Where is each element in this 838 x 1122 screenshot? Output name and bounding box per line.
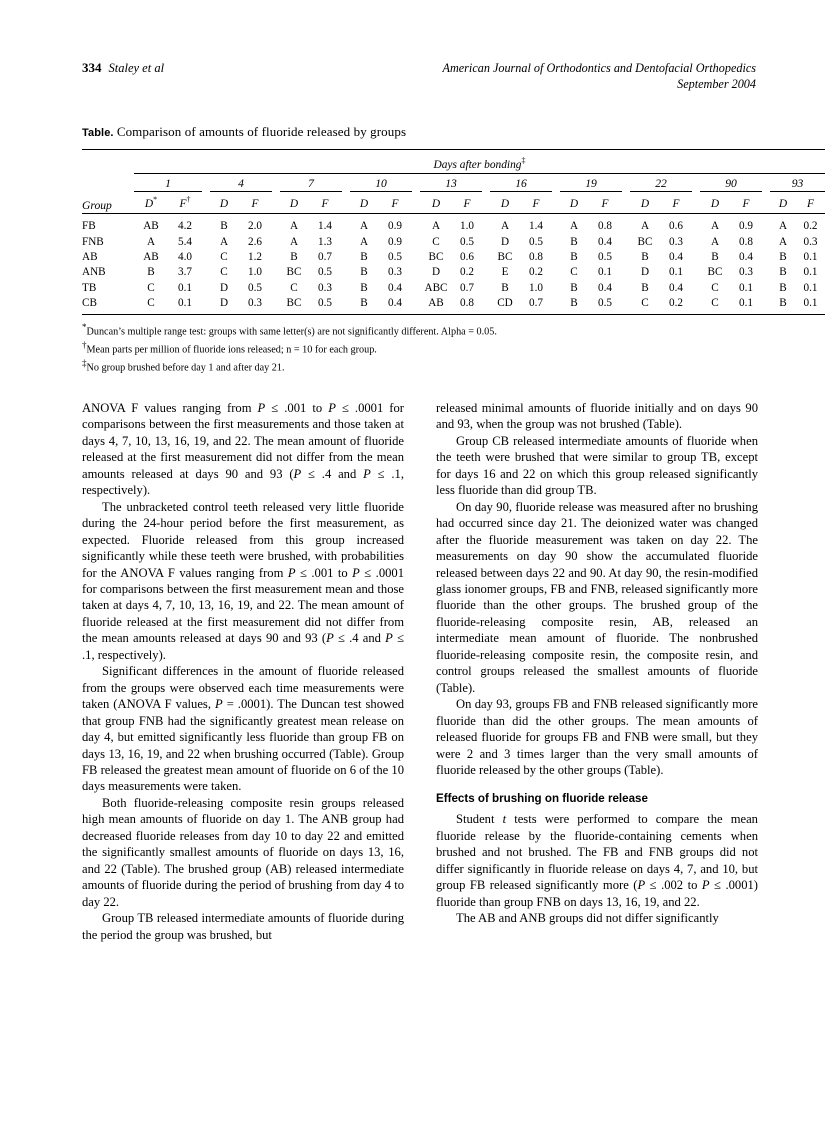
subheader-f-7: F <box>321 197 329 210</box>
cell-fluoride-day-1: 3.7 <box>178 266 192 279</box>
cell-duncan-day-13: C <box>432 235 440 248</box>
subheader-f-19: F <box>601 197 609 210</box>
column-gap <box>272 296 280 315</box>
column-gap <box>762 280 770 295</box>
cell-duncan-day-10: B <box>360 297 368 310</box>
journal-title: American Journal of Orthodontics and Dentofacial Orthopedics <box>442 61 756 75</box>
column-gap <box>202 296 210 315</box>
cell-duncan-day-16: BC <box>497 250 513 263</box>
issue-date: September 2004 <box>677 77 756 91</box>
cell-fluoride-day-16: 0.7 <box>529 297 543 310</box>
day-header-93: 93 <box>770 173 825 191</box>
cell-fluoride-day-16: 0.2 <box>529 266 543 279</box>
cell-fluoride-day-1: 4.0 <box>178 250 192 263</box>
day-header-16: 16 <box>490 173 552 191</box>
cell-fluoride-day-7: 1.3 <box>318 235 332 248</box>
body-paragraph: The AB and ANB groups did not differ significantly <box>456 911 719 926</box>
cell-fluoride-day-7: 0.5 <box>318 297 332 310</box>
cell-fluoride-day-93: 0.1 <box>803 250 818 263</box>
column-gap <box>552 249 560 264</box>
column-gap <box>762 265 770 280</box>
table-day-header-row <box>82 173 825 191</box>
cell-fluoride-day-7: 0.5 <box>318 266 332 279</box>
table-row <box>82 265 825 280</box>
cell-duncan-day-10: A <box>359 235 369 248</box>
table-footnote <box>82 357 758 375</box>
column-gap <box>622 296 630 315</box>
left-column <box>82 400 404 943</box>
cell-duncan-day-93: B <box>779 281 787 294</box>
subheader-f-93: F <box>807 197 814 210</box>
cell-duncan-day-7: A <box>289 220 299 233</box>
body-paragraph: On day 93, groups FB and FNB released significantly more fluoride than did the other groups. The mean amounts of released fluoride for groups FB and FNB were small, but they were 2 and 3 times larger than the very small amounts of fluoride released by the other groups (Table). <box>436 697 758 777</box>
table-footnote <box>82 339 758 357</box>
table-span-header-row <box>82 152 825 173</box>
cell-duncan-day-4: A <box>219 235 229 248</box>
body-paragraph: Group TB released intermediate amounts of fluoride during the period the group was brushed, but <box>82 911 404 942</box>
cell-fluoride-day-4: 2.6 <box>248 235 262 248</box>
column-gap <box>482 280 490 295</box>
column-gap <box>272 216 280 234</box>
subheader-d-19: D <box>569 197 579 210</box>
column-gap <box>202 265 210 280</box>
cell-duncan-day-13: D <box>431 266 441 279</box>
cell-duncan-day-90: C <box>711 297 719 310</box>
column-gap <box>202 234 210 249</box>
column-gap <box>622 280 630 295</box>
column-gap <box>692 216 700 234</box>
column-gap <box>692 249 700 264</box>
cell-fluoride-day-93: 0.2 <box>803 220 818 233</box>
table-row <box>82 296 825 315</box>
column-gap <box>412 234 420 249</box>
table-label: Table. <box>82 127 114 139</box>
column-gap <box>342 249 350 264</box>
subheader-d-90: D <box>710 197 720 210</box>
subheader-f-1: F† <box>179 194 191 210</box>
subheader-f-22: F <box>672 197 680 210</box>
cell-duncan-day-19: B <box>570 297 578 310</box>
cell-fluoride-day-1: 0.1 <box>178 297 192 310</box>
day-header-13: 13 <box>420 173 482 191</box>
cell-fluoride-day-22: 0.6 <box>669 220 683 233</box>
column-gap <box>622 249 630 264</box>
column-gap <box>272 265 280 280</box>
column-gap <box>412 280 420 295</box>
cell-duncan-day-22: A <box>640 220 650 233</box>
column-gap <box>622 234 630 249</box>
footnote-marker: † <box>82 340 87 351</box>
cell-fluoride-day-19: 0.1 <box>598 266 612 279</box>
cell-duncan-day-93: A <box>778 235 788 248</box>
cell-fluoride-day-93: 0.1 <box>803 266 818 279</box>
cell-fluoride-day-90: 0.4 <box>739 250 753 263</box>
cell-duncan-day-90: A <box>710 235 720 248</box>
column-gap <box>412 296 420 315</box>
day-header-19: 19 <box>560 173 622 191</box>
subheader-d-10: D <box>359 197 369 210</box>
cell-fluoride-day-13: 0.5 <box>460 235 474 248</box>
column-gap <box>552 265 560 280</box>
dagger-marker: † <box>186 194 191 204</box>
column-gap <box>552 280 560 295</box>
cell-duncan-day-90: C <box>711 281 719 294</box>
column-gap <box>126 216 134 234</box>
cell-fluoride-day-13: 0.8 <box>460 297 474 310</box>
cell-duncan-day-1: AB <box>143 220 159 233</box>
cell-fluoride-day-1: 4.2 <box>178 220 192 233</box>
cell-duncan-day-10: B <box>360 266 368 279</box>
cell-duncan-day-13: AB <box>428 297 444 310</box>
column-gap <box>552 216 560 234</box>
cell-duncan-day-90: BC <box>707 266 723 279</box>
cell-fluoride-day-13: 0.6 <box>460 250 474 263</box>
row-group-label: FNB <box>82 235 104 248</box>
subheader-f-10: F <box>391 197 399 210</box>
subheader-f-13: F <box>463 197 471 210</box>
cell-duncan-day-1: C <box>147 297 155 310</box>
cell-duncan-day-4: D <box>219 297 229 310</box>
cell-duncan-day-10: B <box>360 281 368 294</box>
column-gap <box>692 234 700 249</box>
table-row <box>82 280 825 295</box>
row-group-label: AB <box>82 250 98 263</box>
cell-duncan-day-7: C <box>290 281 298 294</box>
cell-fluoride-day-10: 0.5 <box>388 250 402 263</box>
cell-duncan-day-16: D <box>500 235 510 248</box>
cell-duncan-day-22: B <box>641 281 649 294</box>
day-header-4: 4 <box>210 173 272 191</box>
column-gap <box>126 296 134 315</box>
cell-duncan-day-19: B <box>570 281 578 294</box>
cell-duncan-day-19: B <box>570 250 578 263</box>
column-gap <box>482 234 490 249</box>
cell-duncan-day-4: D <box>219 281 229 294</box>
cell-duncan-day-10: B <box>360 250 368 263</box>
cell-duncan-day-1: AB <box>143 250 159 263</box>
cell-fluoride-day-90: 0.8 <box>739 235 753 248</box>
cell-fluoride-day-4: 0.5 <box>248 281 262 294</box>
cell-fluoride-day-90: 0.1 <box>739 297 753 310</box>
subheader-d-4: D <box>219 197 229 210</box>
subheader-d-13: D <box>431 197 441 210</box>
day-header-7: 7 <box>280 173 342 191</box>
body-paragraph: Student t tests were performed to compare the mean fluoride release by the fluoride-containing cements when brushed and not brushed. The FB and FNB groups did not differ significantly in fluoride release on days 4, 7, and 10, but group FB released significantly more (P ≤ .002 to P ≤ .0001) fluoride than group FNB on days 13, 16, 19, and 22. <box>436 812 758 909</box>
cell-fluoride-day-4: 0.3 <box>248 297 262 310</box>
running-head <box>82 60 756 92</box>
column-gap <box>692 296 700 315</box>
table-caption-text: Comparison of amounts of fluoride released by groups <box>116 124 407 139</box>
cell-fluoride-day-7: 0.3 <box>318 281 332 294</box>
cell-duncan-day-1: B <box>147 266 155 279</box>
running-head-authors: Staley et al <box>108 61 165 75</box>
column-gap <box>202 280 210 295</box>
column-gap <box>552 296 560 315</box>
footnote-text: No group brushed before day 1 and after day 21. <box>86 362 285 374</box>
section-heading: Effects of brushing on fluoride release <box>436 792 648 806</box>
cell-fluoride-day-13: 0.2 <box>460 266 474 279</box>
column-gap <box>482 216 490 234</box>
day-header-1: 1 <box>134 173 202 191</box>
cell-fluoride-day-19: 0.8 <box>598 220 612 233</box>
subheader-d-93: D <box>778 197 788 210</box>
cell-duncan-day-22: B <box>641 250 649 263</box>
subheader-d-7: D <box>289 197 299 210</box>
body-paragraph: On day 90, fluoride release was measured after no brushing had occurred since day 21. The deionized water was changed after the fluoride measurement was taken on day 22. The measurements on day 90 show the accumulated fluoride released between days 22 and 90. At day 90, the resin-modified glass ionomer groups, FB and FNB, released significantly more fluoride than the other groups. The brushed group of the fluoride-releasing composite resin, AB, released an intermediate mean amount of fluoride. The nonbrushed fluoride-releasing composite resin, the composite resin, and control groups released the smallest amounts of fluoride (Table). <box>436 499 758 695</box>
group-column-header: Group <box>82 198 112 212</box>
cell-fluoride-day-93: 0.3 <box>803 235 818 248</box>
cell-duncan-day-16: CD <box>497 297 513 310</box>
cell-duncan-day-1: A <box>146 235 156 248</box>
row-group-label: CB <box>82 297 97 310</box>
running-head-left <box>82 60 164 76</box>
cell-duncan-day-1: C <box>147 281 155 294</box>
cell-duncan-day-4: B <box>220 220 228 233</box>
column-gap <box>692 265 700 280</box>
row-group-label: FB <box>82 220 96 233</box>
cell-duncan-day-7: BC <box>286 297 302 310</box>
subheader-f-4: F <box>251 197 259 210</box>
cell-duncan-day-93: B <box>779 297 787 310</box>
cell-fluoride-day-10: 0.3 <box>388 266 402 279</box>
cell-fluoride-day-90: 0.3 <box>739 266 753 279</box>
column-gap <box>126 265 134 280</box>
page-number: 334 <box>82 60 102 75</box>
table-subheader-row <box>82 191 825 213</box>
cell-fluoride-day-16: 1.4 <box>529 220 543 233</box>
column-gap <box>272 234 280 249</box>
cell-duncan-day-22: D <box>640 266 650 279</box>
day-header-90: 90 <box>700 173 762 191</box>
cell-duncan-day-22: C <box>641 297 649 310</box>
column-gap <box>762 234 770 249</box>
column-gap <box>202 216 210 234</box>
cell-fluoride-day-22: 0.3 <box>669 235 683 248</box>
cell-duncan-day-4: C <box>220 266 228 279</box>
cell-duncan-day-13: ABC <box>424 281 448 294</box>
body-columns <box>82 400 758 943</box>
cell-fluoride-day-19: 0.5 <box>598 250 612 263</box>
cell-duncan-day-16: B <box>501 281 509 294</box>
table-rule-bottom <box>82 315 825 318</box>
cell-duncan-day-22: BC <box>637 235 653 248</box>
body-paragraph: Significant differences in the amount of fluoride released from the groups were observed each time measurements were taken (ANOVA F values, P = .0001). The Duncan test showed that group FNB had the significantly greatest mean release on day 4, but emitted significantly less fluoride than group FB on days 13, 16, 19, and 22 when brushing occurred (Table). Group FB released the greatest mean amount of fluoride on 6 of the 10 days measurements were taken. <box>82 664 404 794</box>
body-paragraph: Both fluoride-releasing composite resin groups released high mean amounts of fluoride on day 1. The ANB group had decreased fluoride releases from day 10 to day 22 and emitted the significantly smallest amounts of fluoride on days 13, 16, and 22 (Table). The brushed group (AB) released intermediate amounts of fluoride during the period of brushing from day 4 to day 22. <box>82 795 404 909</box>
table-row <box>82 216 825 234</box>
cell-fluoride-day-7: 0.7 <box>318 250 332 263</box>
cell-fluoride-day-19: 0.5 <box>598 297 612 310</box>
subheader-d-1: D* <box>144 194 158 210</box>
subheader-d-22: D <box>640 197 650 210</box>
body-paragraph: Group CB released intermediate amounts of fluoride when the teeth were brushed that were similar to group TB, except for days 16 and 22 on which this group released significantly less fluoride than did group TB. <box>436 433 758 498</box>
cell-fluoride-day-16: 0.8 <box>529 250 543 263</box>
day-header-10: 10 <box>350 173 412 191</box>
cell-fluoride-day-10: 0.9 <box>388 235 402 248</box>
cell-fluoride-day-10: 0.9 <box>388 220 402 233</box>
cell-duncan-day-7: BC <box>286 266 302 279</box>
column-gap <box>482 265 490 280</box>
column-gap <box>762 216 770 234</box>
cell-fluoride-day-13: 0.7 <box>460 281 474 294</box>
cell-fluoride-day-19: 0.4 <box>598 235 612 248</box>
table-block <box>82 124 818 375</box>
right-column <box>436 400 758 943</box>
body-paragraph: ANOVA F values ranging from P ≤ .001 to P ≤ .0001 for comparisons between the first measurements and those taken at days 4, 7, 10, 13, 16, 19, and 22. The mean amount of fluoride released at the first measurement did not differ from the mean amounts released at days 90 and 93 (P ≤ .4 and P ≤ .1, respectively). <box>82 401 404 498</box>
column-gap <box>342 234 350 249</box>
cell-duncan-day-93: B <box>779 250 787 263</box>
cell-fluoride-day-90: 0.1 <box>739 281 753 294</box>
column-gap <box>692 280 700 295</box>
footnote-text: Duncan’s multiple range test: groups with same letter(s) are not significantly different. Alpha = 0.05. <box>86 326 497 338</box>
table-row <box>82 234 825 249</box>
cell-fluoride-day-93: 0.1 <box>803 281 818 294</box>
cell-duncan-day-13: A <box>431 220 441 233</box>
fluoride-release-table <box>82 149 825 317</box>
column-gap <box>342 265 350 280</box>
table-caption <box>82 124 758 140</box>
column-gap <box>622 265 630 280</box>
column-gap <box>202 249 210 264</box>
column-gap <box>412 216 420 234</box>
cell-fluoride-day-13: 1.0 <box>460 220 474 233</box>
cell-fluoride-day-16: 0.5 <box>529 235 543 248</box>
footnote-marker: * <box>82 322 87 333</box>
table-body <box>82 216 825 315</box>
column-gap <box>552 234 560 249</box>
body-paragraph: released minimal amounts of fluoride initially and on days 90 and 93, when the group was not brushed (Table). <box>436 401 758 432</box>
table-footnote <box>82 321 758 339</box>
days-after-bonding-header: Days after bonding‡ <box>134 152 825 173</box>
cell-fluoride-day-22: 0.1 <box>669 266 683 279</box>
column-gap <box>482 296 490 315</box>
cell-duncan-day-19: B <box>570 235 578 248</box>
cell-fluoride-day-7: 1.4 <box>318 220 332 233</box>
column-gap <box>622 216 630 234</box>
subheader-f-90: F <box>742 197 750 210</box>
subheader-f-16: F <box>532 197 540 210</box>
cell-duncan-day-90: A <box>710 220 720 233</box>
cell-fluoride-day-22: 0.4 <box>669 281 683 294</box>
column-gap <box>272 249 280 264</box>
column-gap <box>342 280 350 295</box>
column-gap <box>126 280 134 295</box>
cell-duncan-day-4: C <box>220 250 228 263</box>
cell-fluoride-day-4: 1.2 <box>248 250 262 263</box>
column-gap <box>342 216 350 234</box>
cell-fluoride-day-22: 0.4 <box>669 250 683 263</box>
cell-duncan-day-16: E <box>501 266 509 279</box>
cell-fluoride-day-16: 1.0 <box>529 281 543 294</box>
footnote-text: Mean parts per million of fluoride ions released; n = 10 for each group. <box>86 344 377 356</box>
cell-fluoride-day-93: 0.1 <box>803 297 818 310</box>
body-paragraph: The unbracketed control teeth released very little fluoride during the 24-hour period before the first measurement, as expected. Fluoride released from this group increased significantly while these teeth were brushed, with probabilities for the ANOVA F values ranging from P ≤ .001 to P ≤ .0001 for comparisons between the first measurement mean and those taken at days 4, 7, 10, 13, 16, 19, and 22. The mean amount of fluoride released at the first measurement did not differ from the mean amounts released at days 90 and 93 (P ≤ .4 and P ≤ .1, respectively). <box>82 499 405 662</box>
dagger-marker: ‡ <box>521 156 526 165</box>
column-gap <box>272 280 280 295</box>
day-header-22: 22 <box>630 173 692 191</box>
cell-fluoride-day-4: 2.0 <box>248 220 262 233</box>
column-gap <box>762 249 770 264</box>
cell-fluoride-day-22: 0.2 <box>669 297 683 310</box>
column-gap <box>412 249 420 264</box>
footnote-marker: ‡ <box>82 358 87 368</box>
cell-fluoride-day-19: 0.4 <box>598 281 612 294</box>
cell-duncan-day-19: A <box>569 220 579 233</box>
table-row <box>82 249 825 264</box>
cell-fluoride-day-1: 5.4 <box>178 235 192 248</box>
cell-duncan-day-7: B <box>290 250 298 263</box>
column-gap <box>412 265 420 280</box>
column-gap <box>762 296 770 315</box>
cell-duncan-day-90: B <box>711 250 719 263</box>
cell-fluoride-day-90: 0.9 <box>739 220 753 233</box>
cell-duncan-day-93: A <box>778 220 788 233</box>
cell-duncan-day-13: BC <box>428 250 444 263</box>
column-gap <box>126 234 134 249</box>
cell-duncan-day-93: B <box>779 266 787 279</box>
cell-duncan-day-7: A <box>289 235 299 248</box>
column-gap <box>342 296 350 315</box>
table-footnotes <box>82 321 758 375</box>
cell-fluoride-day-10: 0.4 <box>388 297 402 310</box>
asterisk-marker: * <box>153 194 158 204</box>
cell-duncan-day-10: A <box>359 220 369 233</box>
cell-fluoride-day-1: 0.1 <box>178 281 192 294</box>
cell-fluoride-day-10: 0.4 <box>388 281 402 294</box>
column-gap <box>126 249 134 264</box>
cell-fluoride-day-4: 1.0 <box>248 266 262 279</box>
column-gap <box>482 249 490 264</box>
subheader-d-16: D <box>500 197 510 210</box>
row-group-label: TB <box>82 281 97 294</box>
cell-duncan-day-16: A <box>500 220 510 233</box>
running-head-right <box>443 60 756 92</box>
row-group-label: ANB <box>82 266 106 279</box>
cell-duncan-day-19: C <box>570 266 578 279</box>
